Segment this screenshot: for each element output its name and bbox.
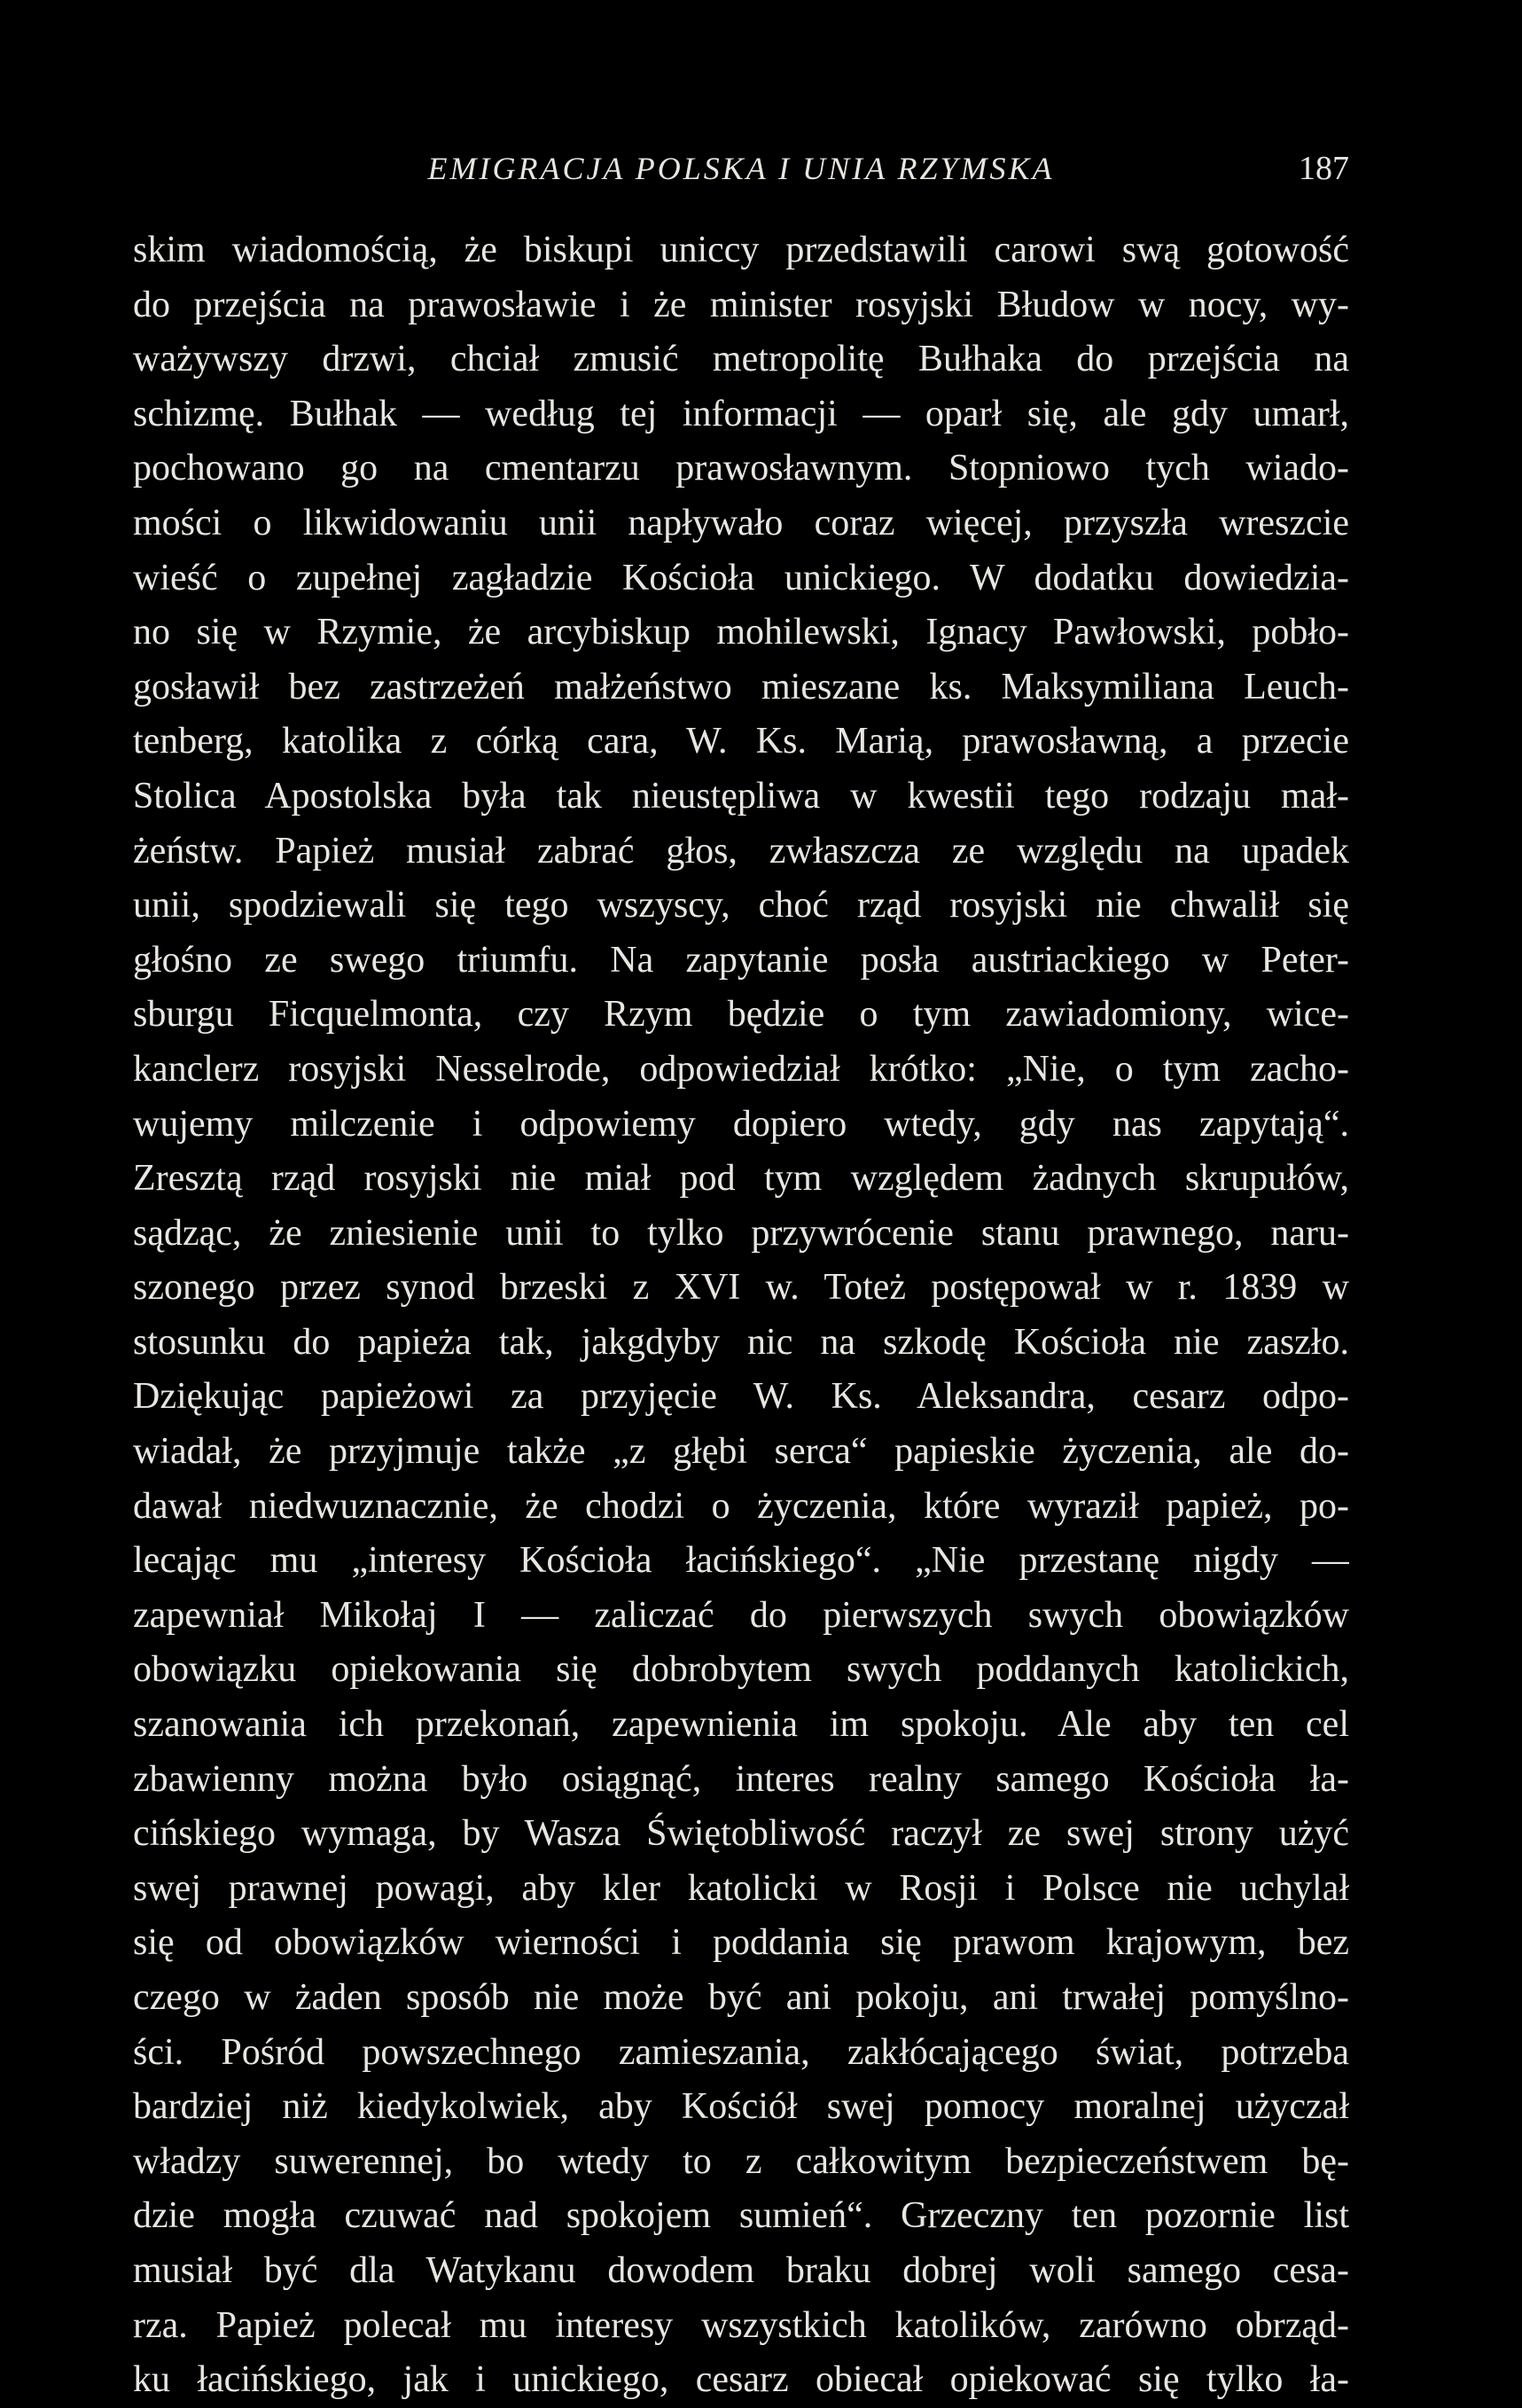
text-line: stosunku do papieża tak, jakgdyby nic na szkodę Kościoła nie zaszło. <box>133 1321 1349 1363</box>
text-line: szanowania ich przekonań, zapewnienia im spokoju. Ale aby ten cel <box>133 1704 1349 1746</box>
running-head <box>133 142 1349 195</box>
running-title: EMIGRACJA POLSKA I UNIA RZYMSKA <box>427 151 1055 186</box>
body-text <box>133 223 1349 2408</box>
text-line: dawał niedwuznacznie, że chodzi o życzenia, które wyraził papież, po- <box>133 1485 1349 1527</box>
text-line: żeństw. Papież musiał zabrać głos, zwłaszcza ze względu na upadek <box>133 830 1349 872</box>
text-line: zapewniał Mikołaj I — zaliczać do pierwszych swych obowiązków <box>133 1594 1349 1636</box>
text-line: obowiązku opiekowania się dobrobytem swych poddanych katolickich, <box>133 1649 1349 1691</box>
text-line: mości o likwidowaniu unii napływało coraz więcej, przyszła wreszcie <box>133 502 1349 543</box>
text-line: władzy suwerennej, bo wtedy to z całkowitym bezpieczeństwem bę- <box>133 2140 1349 2182</box>
text-line: czego w żaden sposób nie może być ani pokoju, ani trwałej pomyślno- <box>133 1977 1349 2018</box>
text-line: musiał być dla Watykanu dowodem braku dobrej woli samego cesa- <box>133 2249 1349 2291</box>
text-line: lecając mu „interesy Kościoła łacińskiego“. „Nie przestanę nigdy — <box>133 1540 1349 1582</box>
text-line: szonego przez synod brzeski z XVI w. Toteż postępował w r. 1839 w <box>133 1267 1349 1309</box>
text-line: zbawienny można było osiągnąć, interes realny samego Kościoła ła- <box>133 1758 1349 1800</box>
text-line: sburgu Ficquelmonta, czy Rzym będzie o tym zawiadomiony, wice- <box>133 994 1349 1036</box>
text-line: no się w Rzymie, że arcybiskup mohilewski, Ignacy Pawłowski, pobło- <box>133 612 1349 653</box>
text-line: do przejścia na prawosławie i że minister rosyjski Błudow w nocy, wy- <box>133 284 1349 325</box>
text-line: ku łacińskiego, jak i unickiego, cesarz obiecał opiekować się tylko ła- <box>133 2359 1349 2401</box>
text-line: ważywszy drzwi, chciał zmusić metropolitę Bułhaka do przejścia na <box>133 339 1349 380</box>
text-line: Stolica Apostolska była tak nieustępliwa w kwestii tego rodzaju mał- <box>133 775 1349 817</box>
text-line: skim wiadomością, że biskupi uniccy przedstawili carowi swą gotowość <box>133 230 1349 270</box>
text-line: unii, spodziewali się tego wszyscy, choć rząd rosyjski nie chwalił się <box>133 885 1349 926</box>
text-line: dzie mogła czuwać nad spokojem sumień“. Grzeczny ten pozornie list <box>133 2195 1349 2237</box>
text-line: schizmę. Bułhak — według tej informacji — oparł się, ale gdy umarł, <box>133 393 1349 434</box>
text-line: się od obowiązków wierności i poddania się prawom krajowym, bez <box>133 1922 1349 1964</box>
text-line: wiadał, że przyjmuje także „z głębi serca“ papieskie życzenia, ale do- <box>133 1431 1349 1473</box>
text-line: wujemy milczenie i odpowiemy dopiero wtedy, gdy nas zapytają“. <box>133 1103 1349 1145</box>
page-number: 187 <box>1299 150 1349 187</box>
text-line: ści. Pośród powszechnego zamieszania, zakłócającego świat, potrzeba <box>133 2031 1349 2073</box>
text-line: głośno ze swego triumfu. Na zapytanie posła austriackiego w Peter- <box>133 939 1349 981</box>
text-line: cińskiego wymaga, by Wasza Świętobliwość raczył ze swej strony użyć <box>133 1813 1349 1855</box>
text-line: swej prawnej powagi, aby kler katolicki w Rosji i Polsce nie uchylał <box>133 1867 1349 1909</box>
text-line: gosławił bez zastrzeżeń małżeństwo mieszane ks. Maksymiliana Leuch- <box>133 666 1349 708</box>
text-line: Zresztą rząd rosyjski nie miał pod tym względem żadnych skrupułów, <box>133 1158 1349 1200</box>
text-line: tenberg, katolika z córką cara, W. Ks. Marią, prawosławną, a przecie <box>133 721 1349 762</box>
text-line: pochowano go na cmentarzu prawosławnym. Stopniowo tych wiado- <box>133 448 1349 489</box>
text-line: bardziej niż kiedykolwiek, aby Kościół swej pomocy moralnej użyczał <box>133 2086 1349 2128</box>
text-line: sądząc, że zniesienie unii to tylko przywrócenie stanu prawnego, naru- <box>133 1212 1349 1254</box>
text-line: rza. Papież polecał mu interesy wszystkich katolików, zarówno obrząd- <box>133 2304 1349 2346</box>
text-line: Dziękując papieżowi za przyjęcie W. Ks. Aleksandra, cesarz odpo- <box>133 1376 1349 1418</box>
text-line: kanclerz rosyjski Nesselrode, odpowiedział krótko: „Nie, o tym zacho- <box>133 1048 1349 1090</box>
text-line: wieść o zupełnej zagładzie Kościoła unickiego. W dodatku dowiedzia- <box>133 557 1349 598</box>
